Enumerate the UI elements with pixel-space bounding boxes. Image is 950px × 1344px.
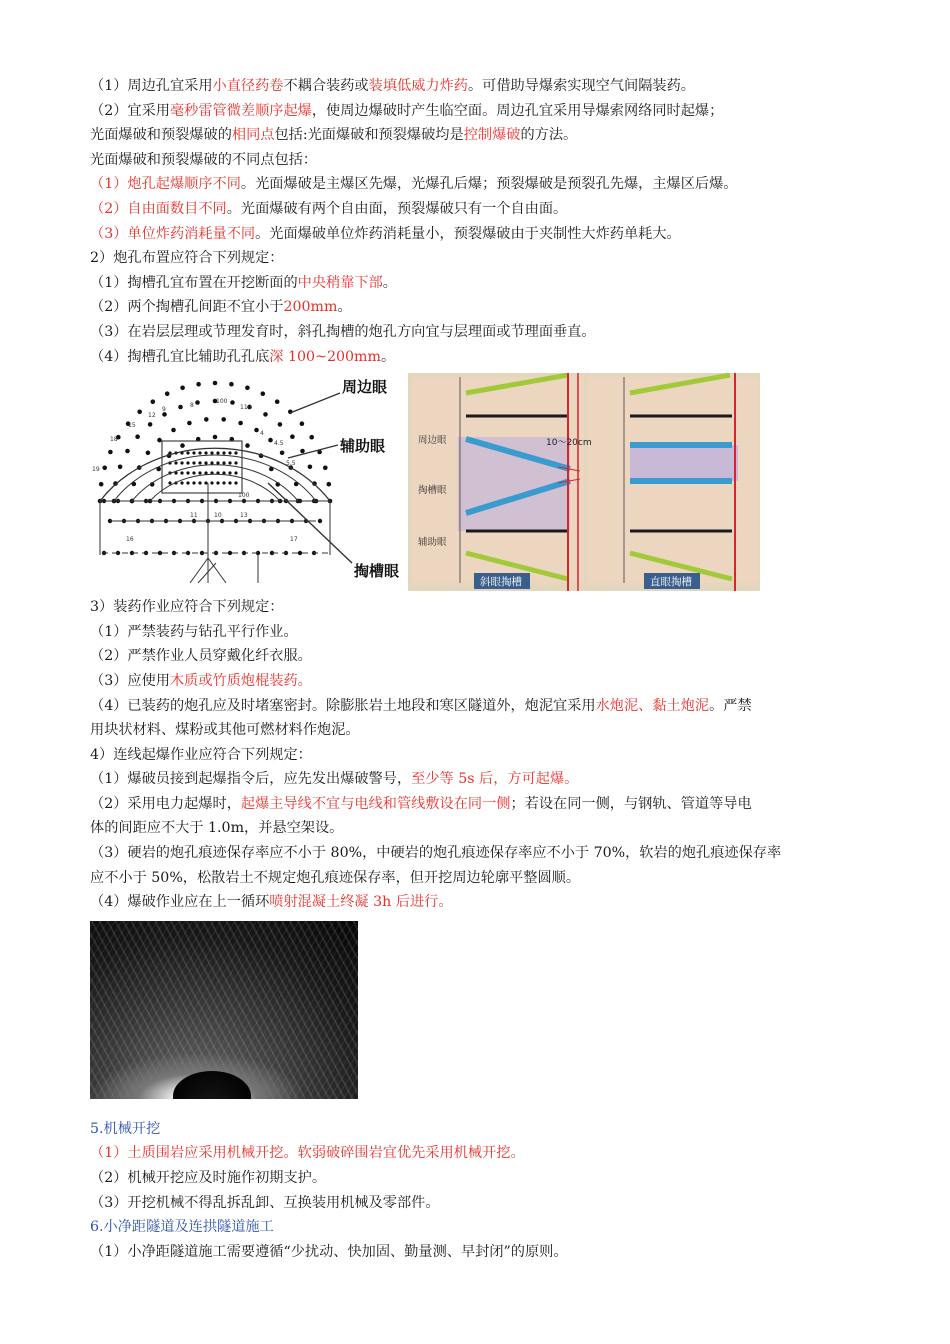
text-line <box>90 295 890 320</box>
text-line <box>90 890 890 915</box>
blasthole <box>180 443 185 448</box>
blasthole-number: 19 <box>92 466 100 474</box>
cut-blasthole <box>222 452 225 455</box>
charging-and-firing-rules-block <box>90 595 890 915</box>
straight-cut-caption: 直眼掏槽 <box>650 576 692 589</box>
text-line <box>90 320 890 345</box>
oblique-cut-caption: 斜眼掏槽 <box>480 576 522 589</box>
text-line <box>90 644 890 669</box>
cut-blasthole <box>216 462 219 465</box>
highlighted-text: 相同点 <box>231 127 275 144</box>
blasthole <box>157 438 162 443</box>
cut-blasthole <box>210 462 213 465</box>
mechanical-excavation-block <box>90 1117 890 1265</box>
blasthole <box>268 438 273 443</box>
highlighted-text: （3）单位炸药消耗量不同 <box>90 225 256 242</box>
text-line <box>90 1215 890 1240</box>
text-run: 。可借助导爆索实现空气间隔装药。 <box>467 78 695 94</box>
text-run: （3）在岩层层理或节理发育时，斜孔掏槽的炮孔方向宜与层理面或节理面垂直。 <box>90 323 596 340</box>
text-line <box>90 841 890 866</box>
blasthole <box>254 428 259 433</box>
blasthole <box>196 382 201 387</box>
cut-blasthole <box>180 462 183 465</box>
cut-blasthole <box>210 452 213 455</box>
blasthole <box>261 392 266 397</box>
text-run: （3）硬岩的炮孔痕迹保存率应不小于 80%，中硬岩的炮孔痕迹保存率应不小于 70%，软岩的炮孔痕迹保存率 <box>90 845 782 862</box>
text-line <box>90 669 890 694</box>
highlighted-text: 毫秒雷管微差顺序起爆 <box>169 102 312 119</box>
cut-blasthole <box>192 452 195 455</box>
text-run: （4）已装药的炮孔应及时堵塞密封。除膨胀岩土地段和寒区隧道外，炮泥宜采用 <box>90 697 596 714</box>
blasthole-number: 8 <box>190 402 194 410</box>
text-line <box>90 1117 890 1142</box>
text-run: 。光面爆破单位炸药消耗量小，预裂爆破由于夹制性大炸药单耗大。 <box>255 225 681 242</box>
text-line <box>90 197 890 222</box>
blasthole-number: 100 <box>216 398 228 406</box>
blasthole-number: 100 <box>238 492 250 500</box>
blasthole <box>102 466 107 471</box>
blasthole <box>213 381 218 386</box>
text-line <box>90 694 890 719</box>
text-run: 。 <box>337 299 352 316</box>
blasthole-number: 9 <box>162 406 166 414</box>
blasthole <box>238 421 243 426</box>
text-run: （4）掏槽孔宜比辅助孔孔底 <box>90 348 270 365</box>
tunnel-photo <box>90 921 358 1099</box>
text-line <box>90 172 890 197</box>
text-run: 。光面爆破是主爆区先爆，光爆孔后爆；预裂爆破是预裂孔先爆，主爆区后爆。 <box>240 176 738 193</box>
blasting-rules-block <box>90 74 890 369</box>
highlighted-text: 起爆主导线不宜与电线和管线敷设在同一侧 <box>240 795 511 812</box>
text-run: （1）小净距隧道施工需要遵循“少扰动、快加固、勤量测、早封闭”的原则。 <box>90 1243 568 1260</box>
perimeter-hole-label: 周边眼 <box>342 378 388 397</box>
blasthole <box>263 412 268 417</box>
text-line <box>90 792 890 817</box>
cut-cut-label: 掏槽眼 <box>418 485 447 497</box>
cut-blasthole <box>204 462 207 465</box>
cut-blasthole <box>234 472 237 475</box>
blasthole <box>245 443 250 448</box>
blasthole-number: 110 <box>240 404 252 412</box>
cut-blasthole <box>216 482 219 485</box>
blasthole <box>180 386 185 391</box>
blasthole <box>229 382 234 387</box>
text-line <box>90 816 890 841</box>
blasthole <box>99 482 104 487</box>
cut-blasthole <box>186 482 189 485</box>
highlighted-text: 装填低威力炸药 <box>368 78 468 94</box>
cut-blasthole <box>228 472 231 475</box>
text-run: ；若设在同一侧，与钢轨、管道等导电 <box>510 795 752 812</box>
cut-blasthole <box>168 482 171 485</box>
text-line <box>90 345 890 370</box>
highlighted-text: 中央稍靠下部 <box>297 274 383 291</box>
blasthole <box>195 400 200 405</box>
cut-blasthole <box>228 462 231 465</box>
text-line <box>90 620 890 645</box>
blasthole-number: 12 <box>148 412 156 420</box>
cut-blasthole <box>180 472 183 475</box>
text-line <box>90 148 890 173</box>
cut-blasthole <box>210 482 213 485</box>
blasthole <box>228 551 232 555</box>
blasthole <box>245 386 250 391</box>
blasthole <box>137 410 142 415</box>
cut-blasthole <box>228 452 231 455</box>
cut-hole-label: 掏槽眼 <box>354 562 400 581</box>
tunnel-portal <box>173 1071 251 1099</box>
cut-blasthole <box>192 462 195 465</box>
cut-blasthole <box>234 482 237 485</box>
cut-blasthole <box>174 462 177 465</box>
cut-blasthole <box>192 472 195 475</box>
blasthole <box>108 450 113 455</box>
cut-blasthole <box>204 452 207 455</box>
text-run: 光面爆破和预裂爆破的 <box>90 127 232 144</box>
text-line <box>90 74 890 99</box>
text-line <box>90 246 890 271</box>
text-run: （3）应使用 <box>90 672 170 689</box>
document-page <box>90 74 890 1264</box>
text-line <box>90 718 890 743</box>
blasthole <box>298 551 302 555</box>
oblique-cut-panel <box>412 373 584 591</box>
text-run: （2）采用电力起爆时， <box>90 795 241 812</box>
section-heading: 6.小净距隧道及连拱隧道施工 <box>90 1219 274 1236</box>
blasthole <box>146 451 151 456</box>
blasthole-number: 18 <box>110 436 118 444</box>
text-run: （4）爆破作业应在上一循环 <box>90 894 270 911</box>
blasthole <box>300 422 305 427</box>
blasthole <box>125 449 130 454</box>
text-run: 。 <box>380 348 396 365</box>
blasthole <box>275 400 280 405</box>
text-line <box>90 1141 890 1166</box>
blasthole-number: 10 <box>214 512 222 520</box>
text-line <box>90 595 890 620</box>
text-line <box>90 222 890 247</box>
blasthole <box>309 435 314 440</box>
text-run: （1）周边孔宜采用 <box>90 78 213 94</box>
blasthole <box>151 400 156 405</box>
blasthole-number: 4 <box>260 430 264 438</box>
cut-blasthole <box>186 472 189 475</box>
blasthole <box>278 422 283 427</box>
cut-blasthole <box>228 482 231 485</box>
blasthole <box>187 421 192 426</box>
blasthole <box>300 449 305 454</box>
blasthole-number: 15 <box>128 422 136 430</box>
highlighted-text: 深 100~200mm <box>269 348 381 365</box>
blasthole <box>290 435 295 440</box>
blasthole <box>308 465 313 470</box>
blasthole-number: 13 <box>240 512 248 520</box>
cut-hole-comparison-diagram <box>408 373 760 591</box>
text-run: （2）宜采用 <box>90 102 170 119</box>
text-run: 应不小于 50%，松散岩土不规定炮孔痕迹保存率，但开挖周边轮廓平整圆顺。 <box>90 869 581 886</box>
blasthole <box>280 451 285 456</box>
blasthole <box>204 417 209 422</box>
text-run: （1）爆破员接到起爆指令后，应先发出爆破警号， <box>90 771 412 788</box>
blasthole-number: 17 <box>290 536 298 544</box>
blasthole <box>327 482 332 487</box>
text-run: 2）炮孔布置应符合下列规定： <box>90 250 284 267</box>
text-line <box>90 1240 890 1265</box>
cut-blasthole <box>234 452 237 455</box>
cut-auxiliary-label: 辅助眼 <box>418 537 447 549</box>
text-run: 光面爆破和预裂爆破的不同点包括： <box>90 151 318 168</box>
text-line <box>90 1191 890 1216</box>
blasthole-number: 4.5 <box>274 440 284 448</box>
text-run: 包括:光面爆破和预裂爆破均是 <box>274 127 464 144</box>
highlighted-text: 至少等 5s 后，方可起爆。 <box>411 771 579 788</box>
text-run: 用块状材料、煤粉或其他可燃材料作炮泥。 <box>90 722 360 739</box>
blasthole <box>171 428 176 433</box>
highlighted-text: 水炮泥、黏土炮泥 <box>595 697 710 714</box>
text-run: （1）严禁装药与钻孔平行作业。 <box>90 623 298 640</box>
blasthole <box>135 435 140 440</box>
blasthole <box>230 400 235 405</box>
cut-blasthole <box>198 472 201 475</box>
cut-blasthole <box>216 452 219 455</box>
highlighted-text: （1）土质围岩应采用机械开挖。软弱破碎围岩宜优先采用机械开挖。 <box>90 1145 525 1162</box>
text-run: （1）掏槽孔宜布置在开挖断面的 <box>90 274 298 291</box>
cut-blasthole <box>222 482 225 485</box>
highlighted-text: 小直径药卷 <box>212 78 284 94</box>
cut-blasthole <box>234 462 237 465</box>
blasthole <box>165 392 170 397</box>
text-line <box>90 743 890 768</box>
blasthole <box>158 551 162 555</box>
cut-blasthole <box>192 482 195 485</box>
cut-blasthole <box>180 482 183 485</box>
highlighted-text: （2）自由面数目不同 <box>90 200 227 217</box>
cut-blasthole <box>198 452 201 455</box>
blasthole-number: 5.5 <box>286 460 296 468</box>
cut-blasthole <box>198 462 201 465</box>
cut-spacing-dimension: 10～20cm <box>546 438 592 449</box>
text-line <box>90 767 890 792</box>
section-heading: 5.机械开挖 <box>90 1120 161 1137</box>
blasthole <box>148 422 153 427</box>
text-run: 4）连线起爆作业应符合下列规定： <box>90 746 312 763</box>
cut-blasthole <box>198 482 201 485</box>
cut-blasthole <box>204 482 207 485</box>
blasthole-number: 11 <box>190 512 198 520</box>
text-line <box>90 1166 890 1191</box>
text-run: 体的间距应不大于 1.0m，并悬空架设。 <box>90 820 344 837</box>
highlighted-text: 木质或竹质炮棍装药。 <box>169 672 312 689</box>
blasthole <box>118 465 123 470</box>
text-run: 不耦合装药或 <box>283 78 369 94</box>
cut-blasthole <box>186 462 189 465</box>
text-line <box>90 123 890 148</box>
highlighted-text: 200mm <box>283 299 338 316</box>
cut-blasthole <box>222 462 225 465</box>
text-run: 。 <box>382 274 397 291</box>
highlighted-text: （1）炮孔起爆顺序不同 <box>90 176 241 193</box>
blasthole-number: 16 <box>126 536 134 544</box>
highlighted-text: 控制爆破 <box>463 127 521 144</box>
blasthole <box>178 405 183 410</box>
text-run: 3）装药作业应符合下列规定： <box>90 599 284 616</box>
straight-cut-panel <box>588 373 758 591</box>
text-run: （2）机械开挖应及时施作初期支护。 <box>90 1170 327 1187</box>
cut-blasthole <box>186 452 189 455</box>
tunnel-blasthole-layout-diagram <box>90 373 408 591</box>
text-run: 的方法。 <box>520 127 578 144</box>
text-line <box>90 271 890 296</box>
blasthole <box>213 435 218 440</box>
text-run: ，使周边爆破时产生临空面。周边孔宜采用导爆索网络同时起爆； <box>311 102 724 119</box>
text-run: （3）开挖机械不得乱拆乱卸、互换装用机械及零部件。 <box>90 1194 440 1211</box>
auxiliary-hole-label: 辅助眼 <box>340 437 386 456</box>
blasthole <box>318 519 322 523</box>
text-run: 。严禁 <box>709 697 752 714</box>
figure-row <box>90 373 890 591</box>
text-line <box>90 99 890 124</box>
cut-perimeter-label: 周边眼 <box>418 435 447 447</box>
text-run: （2）两个掏槽孔间距不宜小于 <box>90 299 284 316</box>
text-run: 。光面爆破有两个自由面，预裂爆破只有一个自由面。 <box>226 200 568 217</box>
blasthole <box>221 417 226 422</box>
text-run: （2）严禁作业人员穿戴化纤衣服。 <box>90 648 312 665</box>
text-line <box>90 866 890 891</box>
blasthole-dots <box>98 381 333 556</box>
highlighted-text: 喷射混凝土终凝 3h 后进行。 <box>269 894 453 911</box>
blasthole <box>323 466 328 471</box>
